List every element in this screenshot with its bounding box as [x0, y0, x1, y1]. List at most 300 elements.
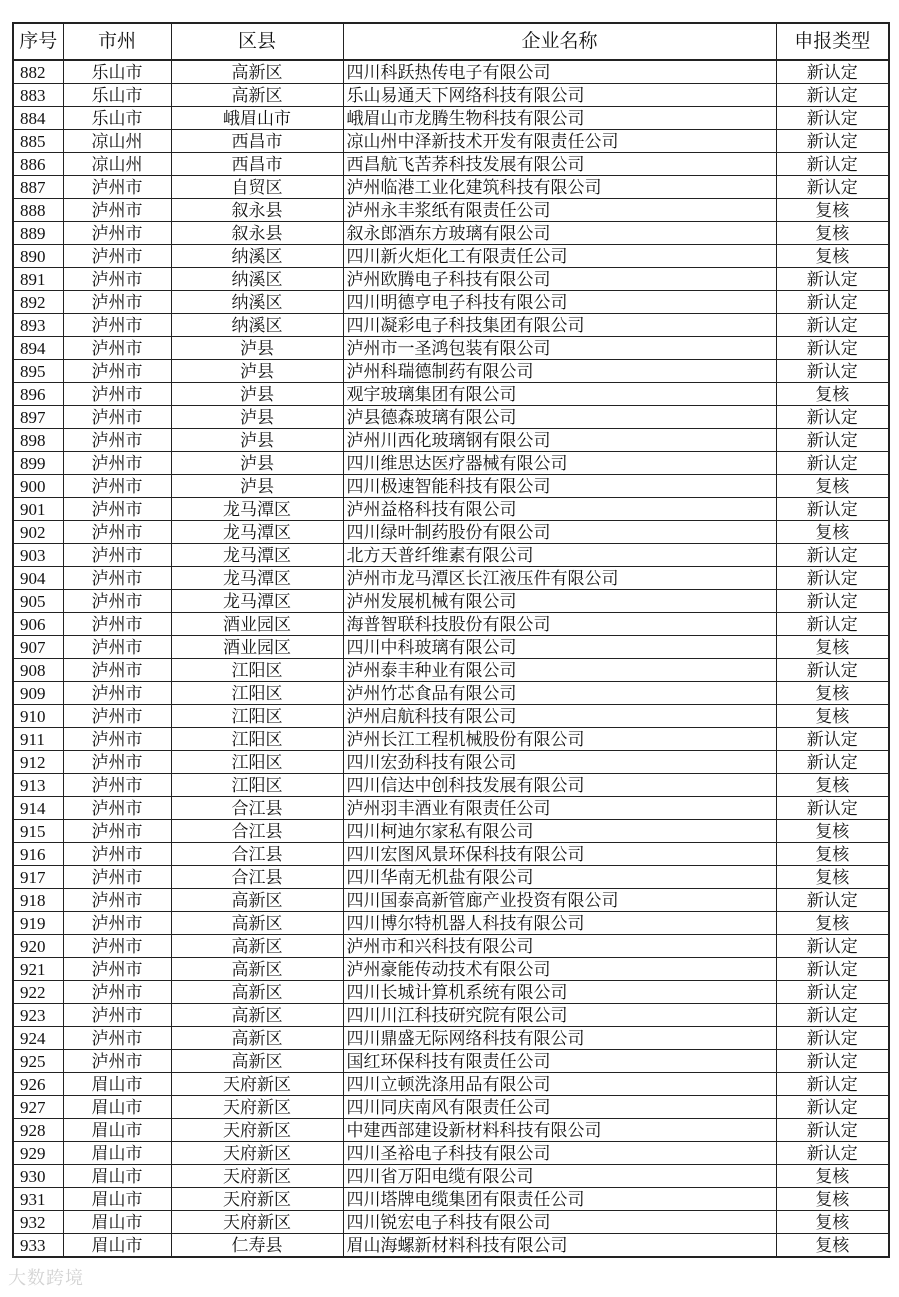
row-index: 930	[13, 1165, 63, 1188]
row-type: 复核	[776, 222, 889, 245]
row-type: 复核	[776, 1188, 889, 1211]
row-type: 新认定	[776, 1142, 889, 1165]
row-city: 泸州市	[63, 360, 171, 383]
row-index: 921	[13, 958, 63, 981]
table-row	[13, 84, 889, 107]
row-company: 四川科跃热传电子有限公司	[343, 60, 776, 84]
row-city: 泸州市	[63, 337, 171, 360]
row-company: 泸州川西化玻璃钢有限公司	[343, 429, 776, 452]
header-index: 序号	[13, 23, 63, 60]
row-index: 896	[13, 383, 63, 406]
row-type: 新认定	[776, 406, 889, 429]
row-district: 泸县	[171, 337, 343, 360]
row-district: 泸县	[171, 429, 343, 452]
row-district: 合江县	[171, 843, 343, 866]
row-district: 江阳区	[171, 682, 343, 705]
row-district: 仁寿县	[171, 1234, 343, 1258]
row-district: 泸县	[171, 452, 343, 475]
row-district: 泸县	[171, 383, 343, 406]
row-city: 乐山市	[63, 60, 171, 84]
row-index: 911	[13, 728, 63, 751]
row-type: 新认定	[776, 1027, 889, 1050]
enterprise-list-table	[12, 22, 890, 1258]
table-row	[13, 222, 889, 245]
row-city: 眉山市	[63, 1142, 171, 1165]
table-row	[13, 659, 889, 682]
row-company: 观宇玻璃集团有限公司	[343, 383, 776, 406]
row-index: 908	[13, 659, 63, 682]
row-company: 眉山海螺新材料科技有限公司	[343, 1234, 776, 1258]
row-company: 四川信达中创科技发展有限公司	[343, 774, 776, 797]
row-company: 四川华南无机盐有限公司	[343, 866, 776, 889]
row-district: 天府新区	[171, 1119, 343, 1142]
row-type: 复核	[776, 245, 889, 268]
row-index: 900	[13, 475, 63, 498]
row-type: 复核	[776, 774, 889, 797]
row-type: 新认定	[776, 1096, 889, 1119]
row-city: 泸州市	[63, 222, 171, 245]
table-row	[13, 705, 889, 728]
row-city: 泸州市	[63, 498, 171, 521]
row-type: 复核	[776, 475, 889, 498]
table-row	[13, 820, 889, 843]
table-row	[13, 1234, 889, 1258]
row-company: 泸州益格科技有限公司	[343, 498, 776, 521]
row-city: 泸州市	[63, 429, 171, 452]
table-row	[13, 889, 889, 912]
row-index: 904	[13, 567, 63, 590]
row-index: 915	[13, 820, 63, 843]
row-company: 泸州市和兴科技有限公司	[343, 935, 776, 958]
row-type: 新认定	[776, 567, 889, 590]
row-index: 927	[13, 1096, 63, 1119]
row-index: 882	[13, 60, 63, 84]
table-row	[13, 1165, 889, 1188]
row-index: 885	[13, 130, 63, 153]
row-district: 合江县	[171, 820, 343, 843]
row-district: 高新区	[171, 1004, 343, 1027]
row-company: 四川国泰高新管廊产业投资有限公司	[343, 889, 776, 912]
row-city: 泸州市	[63, 1004, 171, 1027]
table-row	[13, 935, 889, 958]
row-type: 新认定	[776, 107, 889, 130]
row-city: 泸州市	[63, 981, 171, 1004]
row-city: 泸州市	[63, 383, 171, 406]
row-city: 泸州市	[63, 567, 171, 590]
row-district: 泸县	[171, 406, 343, 429]
row-company: 四川博尔特机器人科技有限公司	[343, 912, 776, 935]
row-district: 叙永县	[171, 222, 343, 245]
row-index: 910	[13, 705, 63, 728]
row-type: 新认定	[776, 613, 889, 636]
row-type: 新认定	[776, 452, 889, 475]
row-company: 四川极速智能科技有限公司	[343, 475, 776, 498]
row-city: 泸州市	[63, 820, 171, 843]
row-type: 新认定	[776, 889, 889, 912]
row-company: 四川同庆南风有限责任公司	[343, 1096, 776, 1119]
header-company: 企业名称	[343, 23, 776, 60]
row-district: 纳溪区	[171, 268, 343, 291]
row-index: 883	[13, 84, 63, 107]
row-company: 峨眉山市龙腾生物科技有限公司	[343, 107, 776, 130]
table-row	[13, 843, 889, 866]
table-row	[13, 475, 889, 498]
row-company: 泸州欧腾电子科技有限公司	[343, 268, 776, 291]
row-index: 886	[13, 153, 63, 176]
row-company: 泸州羽丰酒业有限责任公司	[343, 797, 776, 820]
row-city: 眉山市	[63, 1165, 171, 1188]
row-district: 自贸区	[171, 176, 343, 199]
row-type: 新认定	[776, 130, 889, 153]
row-city: 泸州市	[63, 406, 171, 429]
row-city: 泸州市	[63, 1027, 171, 1050]
row-type: 复核	[776, 912, 889, 935]
row-type: 新认定	[776, 590, 889, 613]
row-company: 四川川江科技研究院有限公司	[343, 1004, 776, 1027]
row-type: 复核	[776, 383, 889, 406]
row-index: 897	[13, 406, 63, 429]
table-row	[13, 1096, 889, 1119]
row-district: 高新区	[171, 935, 343, 958]
header-type: 申报类型	[776, 23, 889, 60]
table-row	[13, 1211, 889, 1234]
row-city: 泸州市	[63, 682, 171, 705]
row-city: 泸州市	[63, 866, 171, 889]
row-type: 新认定	[776, 153, 889, 176]
row-district: 酒业园区	[171, 613, 343, 636]
row-type: 新认定	[776, 1119, 889, 1142]
row-city: 乐山市	[63, 107, 171, 130]
row-company: 海普智联科技股份有限公司	[343, 613, 776, 636]
row-city: 泸州市	[63, 843, 171, 866]
table-row	[13, 1004, 889, 1027]
row-type: 复核	[776, 682, 889, 705]
table-row	[13, 107, 889, 130]
row-city: 泸州市	[63, 268, 171, 291]
row-type: 新认定	[776, 60, 889, 84]
table-row	[13, 383, 889, 406]
table-row	[13, 1142, 889, 1165]
row-index: 920	[13, 935, 63, 958]
table-row	[13, 314, 889, 337]
row-city: 泸州市	[63, 935, 171, 958]
row-index: 906	[13, 613, 63, 636]
row-type: 复核	[776, 1211, 889, 1234]
row-type: 新认定	[776, 935, 889, 958]
row-type: 新认定	[776, 1050, 889, 1073]
row-type: 新认定	[776, 337, 889, 360]
row-city: 眉山市	[63, 1096, 171, 1119]
row-company: 四川圣裕电子科技有限公司	[343, 1142, 776, 1165]
row-district: 高新区	[171, 1050, 343, 1073]
row-type: 新认定	[776, 84, 889, 107]
row-type: 新认定	[776, 429, 889, 452]
row-company: 四川新火炬化工有限责任公司	[343, 245, 776, 268]
row-district: 峨眉山市	[171, 107, 343, 130]
row-city: 泸州市	[63, 797, 171, 820]
row-district: 西昌市	[171, 130, 343, 153]
row-company: 乐山易通天下网络科技有限公司	[343, 84, 776, 107]
row-type: 新认定	[776, 958, 889, 981]
header-city: 市州	[63, 23, 171, 60]
row-district: 高新区	[171, 84, 343, 107]
row-index: 913	[13, 774, 63, 797]
row-index: 916	[13, 843, 63, 866]
table-row	[13, 1073, 889, 1096]
table-row	[13, 60, 889, 84]
table-row	[13, 199, 889, 222]
table-row	[13, 728, 889, 751]
table-row	[13, 958, 889, 981]
row-index: 914	[13, 797, 63, 820]
table-row	[13, 1027, 889, 1050]
row-city: 眉山市	[63, 1234, 171, 1258]
row-index: 895	[13, 360, 63, 383]
row-type: 新认定	[776, 544, 889, 567]
row-district: 酒业园区	[171, 636, 343, 659]
row-index: 903	[13, 544, 63, 567]
row-type: 复核	[776, 1165, 889, 1188]
row-city: 泸州市	[63, 1050, 171, 1073]
header-district: 区县	[171, 23, 343, 60]
row-city: 泸州市	[63, 199, 171, 222]
row-city: 泸州市	[63, 958, 171, 981]
table-row	[13, 613, 889, 636]
row-district: 江阳区	[171, 705, 343, 728]
row-company: 四川长城计算机系统有限公司	[343, 981, 776, 1004]
row-index: 905	[13, 590, 63, 613]
row-district: 高新区	[171, 889, 343, 912]
row-type: 复核	[776, 636, 889, 659]
table-row	[13, 1119, 889, 1142]
table-row	[13, 176, 889, 199]
row-index: 917	[13, 866, 63, 889]
row-city: 凉山州	[63, 153, 171, 176]
row-company: 泸州市一圣鸿包装有限公司	[343, 337, 776, 360]
table-row	[13, 291, 889, 314]
row-type: 复核	[776, 1234, 889, 1258]
row-type: 新认定	[776, 751, 889, 774]
row-company: 四川锐宏电子科技有限公司	[343, 1211, 776, 1234]
row-type: 新认定	[776, 659, 889, 682]
table-row	[13, 912, 889, 935]
table-row	[13, 1050, 889, 1073]
row-district: 龙马潭区	[171, 590, 343, 613]
row-company: 四川中科玻璃有限公司	[343, 636, 776, 659]
row-city: 乐山市	[63, 84, 171, 107]
row-district: 高新区	[171, 912, 343, 935]
row-city: 泸州市	[63, 291, 171, 314]
row-company: 泸州发展机械有限公司	[343, 590, 776, 613]
row-city: 泸州市	[63, 659, 171, 682]
row-city: 泸州市	[63, 245, 171, 268]
row-type: 新认定	[776, 176, 889, 199]
row-district: 高新区	[171, 1027, 343, 1050]
row-district: 天府新区	[171, 1096, 343, 1119]
row-district: 合江县	[171, 866, 343, 889]
row-index: 919	[13, 912, 63, 935]
row-district: 合江县	[171, 797, 343, 820]
row-index: 890	[13, 245, 63, 268]
table-row	[13, 981, 889, 1004]
row-city: 泸州市	[63, 728, 171, 751]
row-index: 899	[13, 452, 63, 475]
row-company: 四川明德亨电子科技有限公司	[343, 291, 776, 314]
table-row	[13, 544, 889, 567]
row-district: 天府新区	[171, 1165, 343, 1188]
row-city: 泸州市	[63, 912, 171, 935]
row-city: 泸州市	[63, 314, 171, 337]
row-company: 四川柯迪尔家私有限公司	[343, 820, 776, 843]
table-row	[13, 590, 889, 613]
row-district: 龙马潭区	[171, 567, 343, 590]
table-row	[13, 245, 889, 268]
row-type: 复核	[776, 820, 889, 843]
row-district: 龙马潭区	[171, 544, 343, 567]
row-type: 复核	[776, 843, 889, 866]
row-company: 泸州泰丰种业有限公司	[343, 659, 776, 682]
row-district: 纳溪区	[171, 291, 343, 314]
row-district: 西昌市	[171, 153, 343, 176]
row-city: 泸州市	[63, 452, 171, 475]
row-company: 四川省万阳电缆有限公司	[343, 1165, 776, 1188]
row-type: 新认定	[776, 291, 889, 314]
row-type: 新认定	[776, 1073, 889, 1096]
row-district: 高新区	[171, 981, 343, 1004]
row-company: 国红环保科技有限责任公司	[343, 1050, 776, 1073]
row-company: 泸州永丰浆纸有限责任公司	[343, 199, 776, 222]
row-district: 龙马潭区	[171, 521, 343, 544]
row-index: 894	[13, 337, 63, 360]
row-index: 924	[13, 1027, 63, 1050]
table-row	[13, 866, 889, 889]
row-city: 泸州市	[63, 613, 171, 636]
row-index: 888	[13, 199, 63, 222]
row-index: 929	[13, 1142, 63, 1165]
row-index: 893	[13, 314, 63, 337]
row-district: 龙马潭区	[171, 498, 343, 521]
row-index: 889	[13, 222, 63, 245]
row-city: 泸州市	[63, 705, 171, 728]
row-index: 925	[13, 1050, 63, 1073]
row-company: 泸县德森玻璃有限公司	[343, 406, 776, 429]
row-index: 887	[13, 176, 63, 199]
row-company: 四川鼎盛无际网络科技有限公司	[343, 1027, 776, 1050]
row-district: 泸县	[171, 360, 343, 383]
row-company: 泸州市龙马潭区长江液压件有限公司	[343, 567, 776, 590]
row-index: 907	[13, 636, 63, 659]
table-row	[13, 130, 889, 153]
table-row	[13, 1188, 889, 1211]
row-district: 天府新区	[171, 1142, 343, 1165]
row-city: 眉山市	[63, 1188, 171, 1211]
table-row	[13, 797, 889, 820]
table-row	[13, 153, 889, 176]
row-district: 江阳区	[171, 659, 343, 682]
row-city: 眉山市	[63, 1073, 171, 1096]
row-city: 凉山州	[63, 130, 171, 153]
row-type: 复核	[776, 199, 889, 222]
row-city: 泸州市	[63, 176, 171, 199]
row-company: 凉山州中泽新技术开发有限责任公司	[343, 130, 776, 153]
row-index: 884	[13, 107, 63, 130]
row-city: 泸州市	[63, 636, 171, 659]
row-company: 四川绿叶制药股份有限公司	[343, 521, 776, 544]
row-district: 江阳区	[171, 728, 343, 751]
row-index: 922	[13, 981, 63, 1004]
row-company: 泸州科瑞德制药有限公司	[343, 360, 776, 383]
row-type: 复核	[776, 866, 889, 889]
row-district: 泸县	[171, 475, 343, 498]
row-company: 四川凝彩电子科技集团有限公司	[343, 314, 776, 337]
row-company: 泸州竹芯食品有限公司	[343, 682, 776, 705]
row-company: 北方天普纤维素有限公司	[343, 544, 776, 567]
watermark: 大数跨境	[8, 1268, 84, 1289]
table-row	[13, 521, 889, 544]
row-city: 眉山市	[63, 1119, 171, 1142]
row-type: 新认定	[776, 728, 889, 751]
table-row	[13, 682, 889, 705]
row-index: 909	[13, 682, 63, 705]
row-district: 高新区	[171, 958, 343, 981]
row-index: 912	[13, 751, 63, 774]
table-row	[13, 452, 889, 475]
row-index: 923	[13, 1004, 63, 1027]
table-row	[13, 268, 889, 291]
row-index: 898	[13, 429, 63, 452]
table-row	[13, 360, 889, 383]
row-company: 四川宏劲科技有限公司	[343, 751, 776, 774]
row-index: 928	[13, 1119, 63, 1142]
row-index: 926	[13, 1073, 63, 1096]
row-district: 江阳区	[171, 774, 343, 797]
row-city: 泸州市	[63, 521, 171, 544]
row-type: 新认定	[776, 1004, 889, 1027]
table-row	[13, 337, 889, 360]
row-type: 复核	[776, 705, 889, 728]
table-row	[13, 429, 889, 452]
row-index: 932	[13, 1211, 63, 1234]
table-row	[13, 406, 889, 429]
row-city: 泸州市	[63, 475, 171, 498]
row-company: 四川立顿洗涤用品有限公司	[343, 1073, 776, 1096]
row-company: 四川维思达医疗器械有限公司	[343, 452, 776, 475]
table-row	[13, 636, 889, 659]
row-city: 泸州市	[63, 889, 171, 912]
table-row	[13, 567, 889, 590]
row-district: 纳溪区	[171, 245, 343, 268]
row-company: 叙永郎酒东方玻璃有限公司	[343, 222, 776, 245]
row-district: 纳溪区	[171, 314, 343, 337]
row-index: 933	[13, 1234, 63, 1258]
row-type: 新认定	[776, 268, 889, 291]
table-row	[13, 498, 889, 521]
row-company: 泸州长江工程机械股份有限公司	[343, 728, 776, 751]
header-row	[13, 23, 889, 60]
row-company: 四川塔牌电缆集团有限责任公司	[343, 1188, 776, 1211]
row-index: 891	[13, 268, 63, 291]
row-type: 新认定	[776, 360, 889, 383]
row-district: 高新区	[171, 60, 343, 84]
row-district: 天府新区	[171, 1073, 343, 1096]
row-city: 泸州市	[63, 751, 171, 774]
row-index: 918	[13, 889, 63, 912]
row-type: 复核	[776, 521, 889, 544]
table-row	[13, 751, 889, 774]
row-company: 泸州豪能传动技术有限公司	[343, 958, 776, 981]
row-district: 天府新区	[171, 1211, 343, 1234]
table-row	[13, 774, 889, 797]
